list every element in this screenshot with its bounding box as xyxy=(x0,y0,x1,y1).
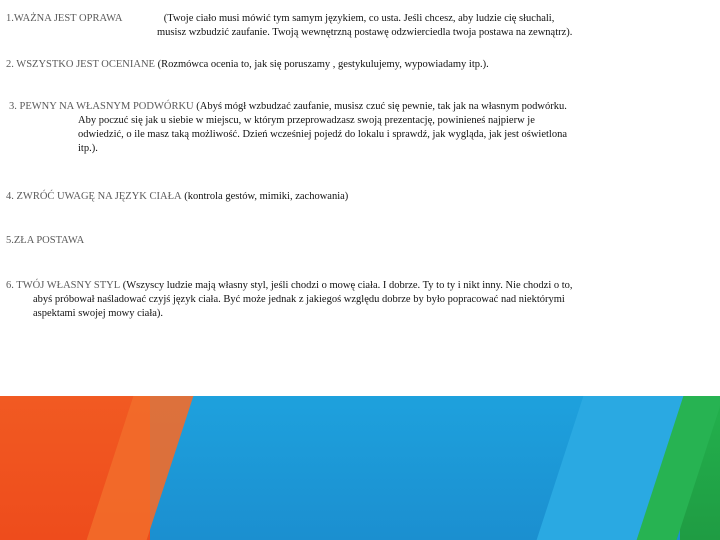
item-2-line-1: (Rozmówca ocenia to, jak się poruszamy , gestykulujemy, wypowiadamy itp.). xyxy=(157,59,489,70)
item-6-line-2: abyś próbował naśladować czyjś język ciała. Być może jednak z jakiegoś względu dobrze by było popracować nad niektórymi xyxy=(33,294,565,305)
item-2 xyxy=(6,58,706,72)
item-5 xyxy=(6,234,706,248)
item-5-heading: 5.ZŁA POSTAWA xyxy=(6,235,85,246)
item-4-heading: 4. ZWRÓĆ UWAGĘ NA JĘZYK CIAŁA xyxy=(6,191,182,202)
item-1-line-1: (Twoje ciało musi mówić tym samym językiem, co usta. Jeśli chcesz, aby ludzie cię słuchali, xyxy=(163,13,555,24)
item-3-line-4: itp.). xyxy=(78,143,98,154)
item-3-heading: 3. PEWNY NA WŁASNYM PODWÓRKU xyxy=(9,101,194,112)
item-3 xyxy=(9,100,709,156)
item-6-line-1: (Wszyscy ludzie mają własny styl, jeśli chodzi o mowę ciała. I dobrze. Ty to ty i nikt inny. Nie chodzi o to, xyxy=(122,280,573,291)
item-3-line-2: Aby poczuć się jak u siebie w miejscu, w którym przeprowadzasz swoją prezentację, powinieneś najpierw je xyxy=(78,115,535,126)
item-3-line-3: odwiedzić, o ile masz taką możliwość. Dzień wcześniej pojedź do lokalu i sprawdź, jak wygląda, jak jest oświetlona xyxy=(78,129,567,140)
item-4-line-1: (kontrola gestów, mimiki, zachowania) xyxy=(184,191,349,202)
item-2-heading: 2. WSZYSTKO JEST OCENIANE xyxy=(6,59,155,70)
footer-color-bands xyxy=(0,396,720,540)
item-1-heading: 1.WAŻNA JEST OPRAWA xyxy=(6,13,123,24)
item-1 xyxy=(6,12,706,40)
item-6-line-3: aspektami swojej mowy ciała). xyxy=(33,308,164,319)
item-6-heading: 6. TWÓJ WŁASNY STYL xyxy=(6,280,121,291)
item-6 xyxy=(6,279,714,321)
item-4 xyxy=(6,190,706,204)
item-1-line-2: musisz wzbudzić zaufanie. Twoją wewnętrzną postawę odzwierciedla twoja postawa na zewnątrz). xyxy=(157,27,573,38)
item-3-line-1: (Abyś mógł wzbudzać zaufanie, musisz czuć się pewnie, tak jak na własnym podwórku. xyxy=(196,101,567,112)
